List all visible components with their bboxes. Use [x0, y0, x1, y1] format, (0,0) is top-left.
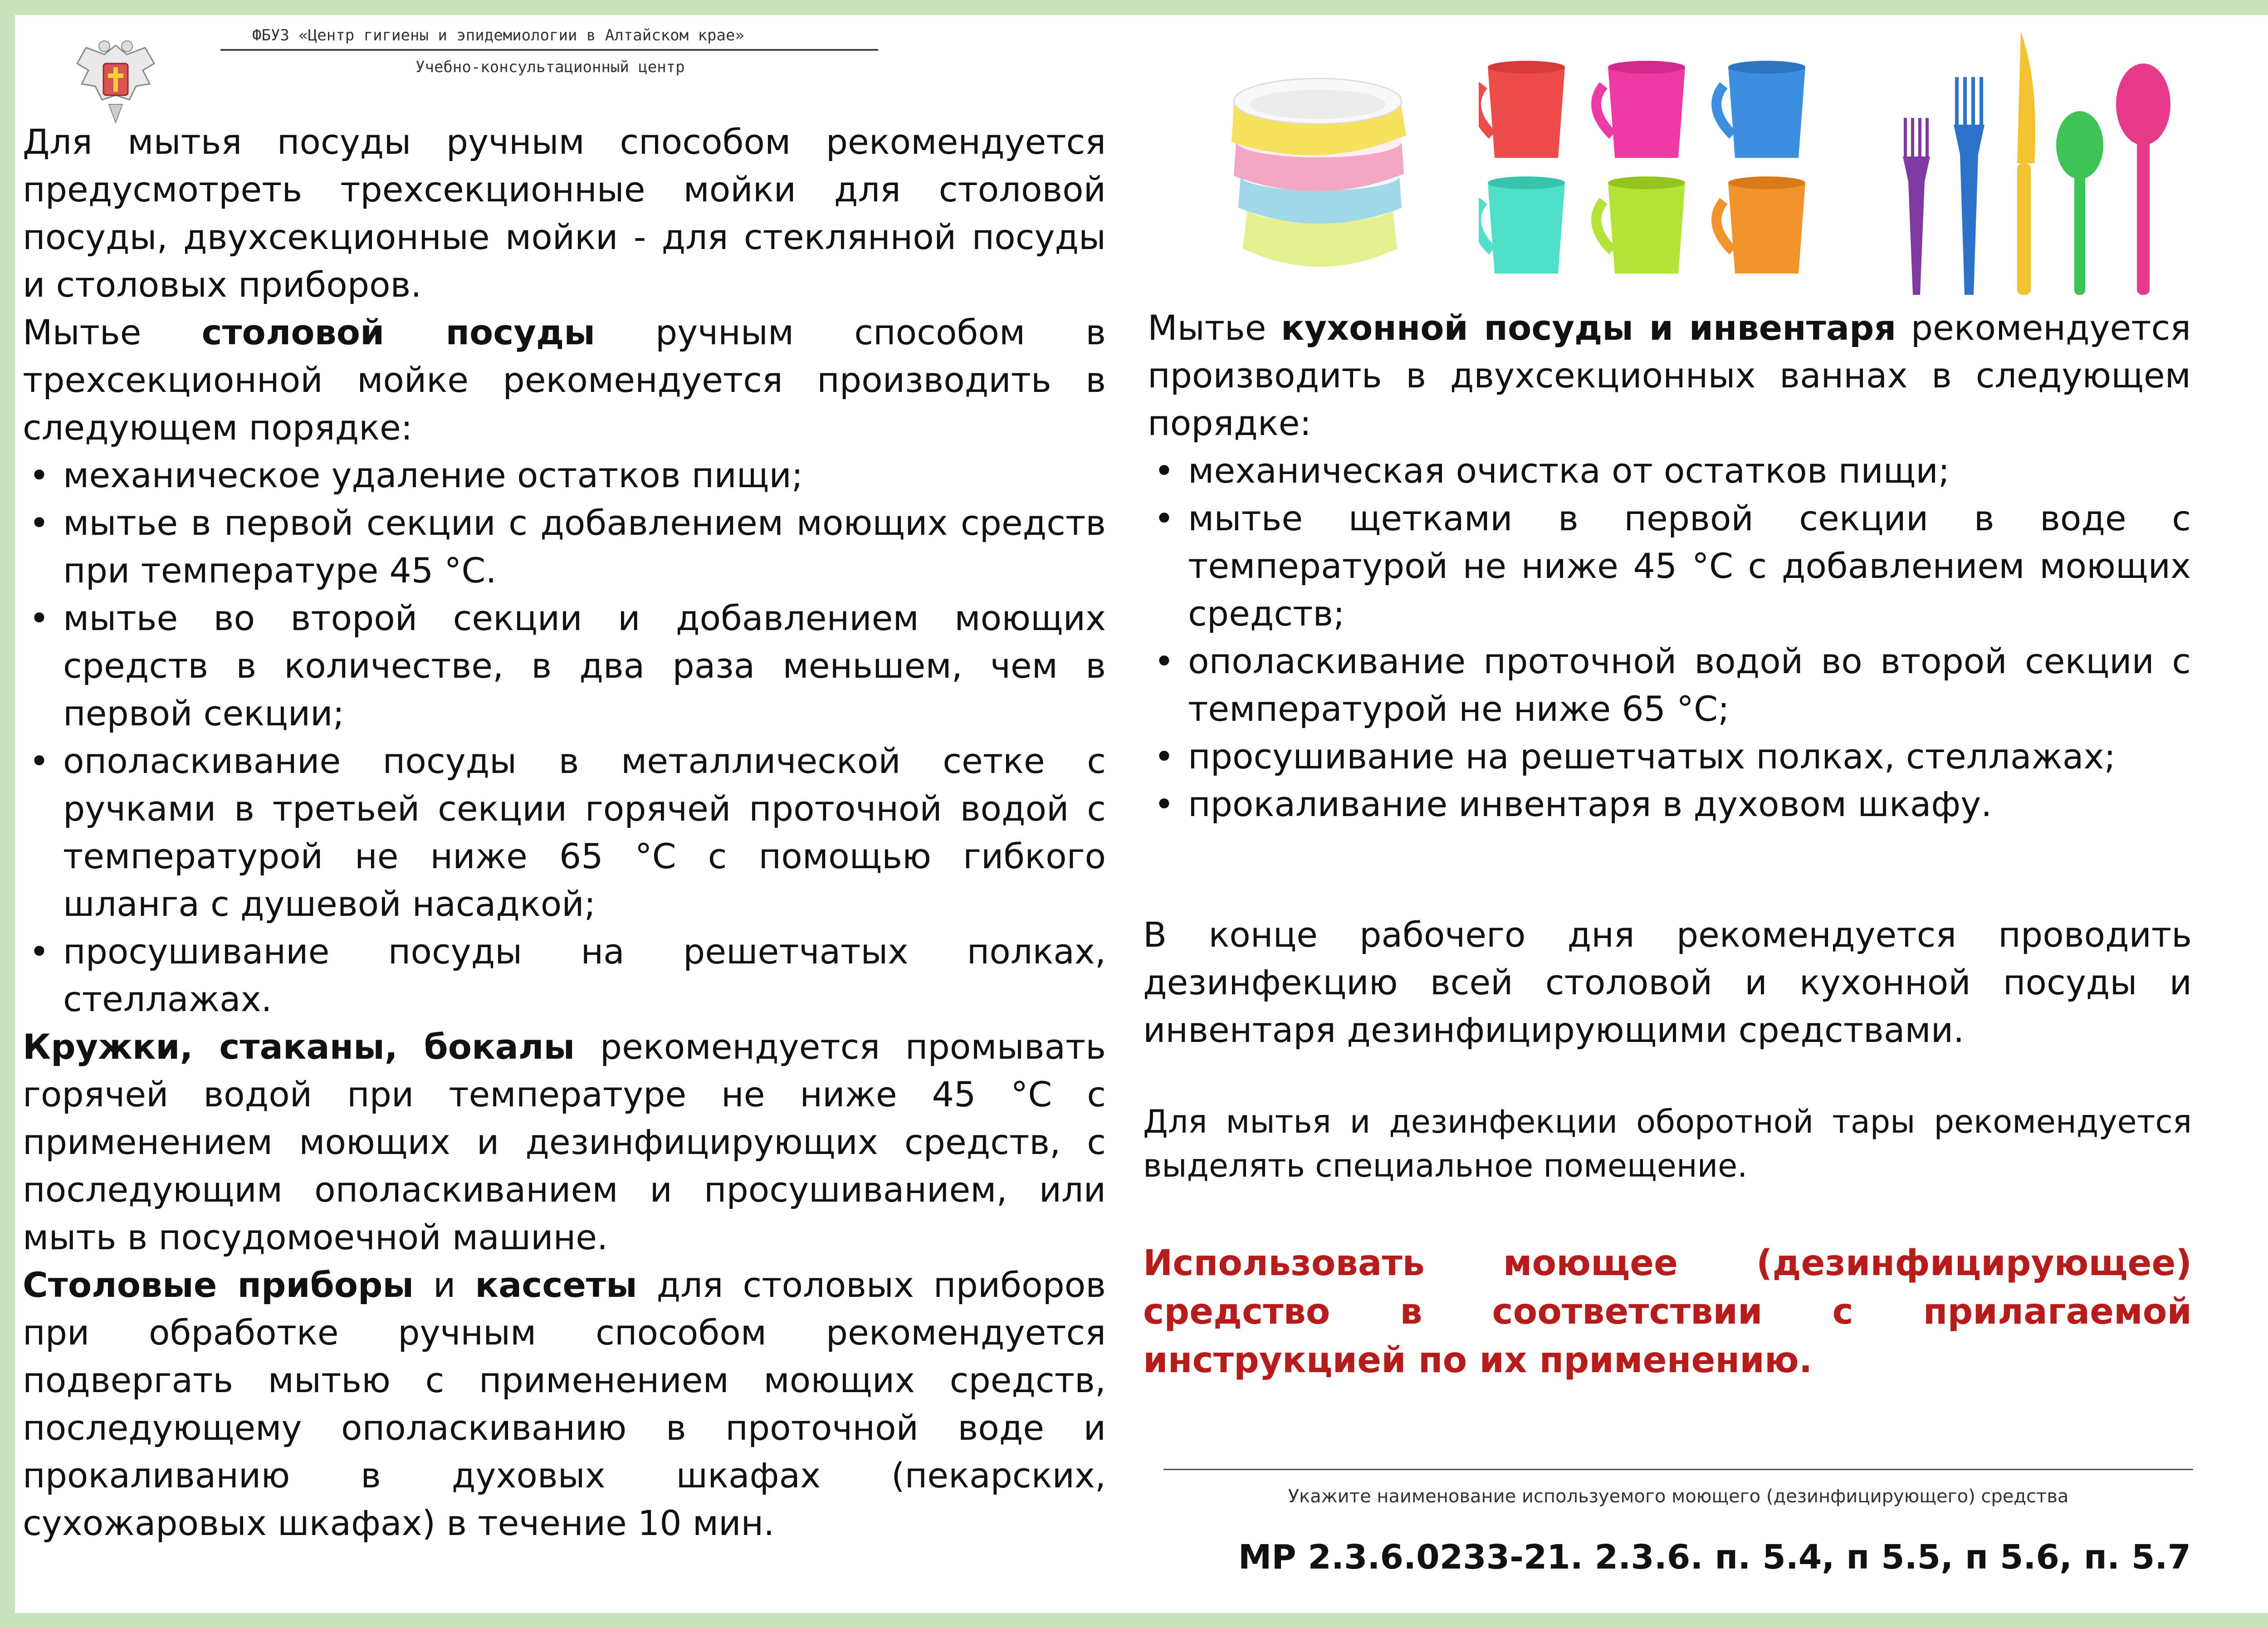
cutlery-post: для столовых приборов при обработке ручным способом рекомендуется подвергать мытью с применением моющих средств, последующему ополаскиванию в проточной воде и прокаливанию в духовых шкафах (пекарских, сухожаровых шкафах) в течение 10 мин.	[23, 1265, 1106, 1543]
cutlery-and: и	[414, 1265, 475, 1305]
cup-green-icon	[1596, 176, 1685, 274]
tableware-post: ручным способом в трехсекционной мойке рекомендуется производить в следующем порядке:	[23, 312, 1106, 448]
kitchenware-bold: кухонной посуды и инвентаря	[1281, 308, 1897, 348]
bowls-stack-icon	[1225, 58, 1415, 280]
cup-red-icon	[1479, 61, 1565, 158]
cutlery-bold-1: Столовые приборы	[23, 1265, 414, 1305]
fork-blue-icon	[1954, 77, 1984, 295]
right-column	[1148, 304, 2191, 828]
organization-subtitle: Учебно-консультационный центр	[415, 58, 685, 76]
cup-teal-icon	[1479, 176, 1565, 274]
list-item: • мытье во второй секции и добавлением моющих средств в количестве, в два раза меньшем, чем в первой секции;	[23, 594, 1106, 737]
list-item: • просушивание посуды на решетчатых полках, стеллажах.	[23, 928, 1106, 1023]
document-reference: МР 2.3.6.0233-21. 2.3.6. п. 5.4, п 5.5, п 5.6, п. 5.7	[1238, 1538, 2191, 1577]
list-item: • ополаскивание проточной водой во второй секции с температурой не ниже 65 °С;	[1148, 637, 2191, 733]
cutlery-paragraph	[23, 1261, 1106, 1547]
kitchenware-post: рекомендуется производить в двухсекционных ваннах в следующем порядке:	[1148, 308, 2191, 443]
list-item: • мытье в первой секции с добавлением моющих средств при температуре 45 °С.	[23, 499, 1106, 594]
kitchenware-pre: Мытье	[1148, 308, 1281, 348]
list-item: • ополаскивание посуды в металлической сетке с ручками в третьей секции горячей проточной водой с температурой не ниже 65 °С с помощью гибкого шланга с душевой насадкой;	[23, 737, 1106, 928]
cup-blue-icon	[1716, 61, 1805, 158]
cup-pink-icon	[1596, 61, 1685, 158]
signature-line	[1163, 1469, 2193, 1470]
cups-icon	[1479, 58, 1842, 285]
intro-paragraph: Для мытья посуды ручным способом рекомендуется предусмотреть трехсекционные мойки для столовой посуды, двухсекционные мойки - для стеклянной посуды и столовых приборов.	[23, 122, 1106, 305]
tableware-bold: столовой посуды	[201, 312, 595, 352]
list-item: • мытье щетками в первой секции в воде с температурой не ниже 45 °С с добавлением моющих средств;	[1148, 494, 2191, 637]
cutlery-icon	[1898, 27, 2180, 299]
mugs-post: рекомендуется промывать горячей водой при температуре не ниже 45 °С с применением моющих и дезинфицирующих средств, с последующим ополаскиванием и просушиванием, или мыть в посудомоечной машине.	[23, 1027, 1106, 1257]
tableware-paragraph	[23, 308, 1106, 451]
spoon-green-icon	[2056, 111, 2103, 295]
list-item: • механическая очистка от остатков пищи;	[1148, 447, 2191, 494]
tableware-steps-list	[23, 451, 1106, 1023]
mugs-bold: Кружки, стаканы, бокалы	[23, 1027, 575, 1067]
cutlery-bold-2: кассеты	[475, 1265, 637, 1305]
list-item: • механическое удаление остатков пищи;	[23, 451, 1106, 499]
list-item: • просушивание на решетчатых полках, стеллажах;	[1148, 733, 2191, 780]
kitchenware-paragraph	[1148, 304, 2191, 447]
mugs-paragraph	[23, 1023, 1106, 1261]
tableware-pre: Мытье	[23, 312, 202, 352]
knife-yellow-icon	[2017, 32, 2035, 295]
emblem-icon	[68, 32, 163, 132]
tare-paragraph: Для мытья и дезинфекции оборотной тары рекомендуется выделять специальное помещение.	[1143, 1103, 2192, 1184]
fork-purple-icon	[1903, 118, 1930, 295]
end-of-day-paragraph: В конце рабочего дня рекомендуется проводить дезинфекцию всей столовой и кухонной посуды и инвентаря дезинфицирующими средствами.	[1143, 914, 2192, 1050]
detergent-notice: Использовать моющее (дезинфицирующее) средство в соответствии с прилагаемой инструкцией по их применению.	[1143, 1243, 2192, 1381]
spoon-pink-icon	[2116, 64, 2170, 295]
signature-caption: Укажите наименование используемого моющего (дезинфицирующего) средства	[1288, 1486, 2069, 1507]
cup-orange-icon	[1716, 176, 1805, 274]
header-block	[220, 26, 878, 76]
organization-name: ФБУЗ «Центр гигиены и эпидемиологии в Алтайском крае»	[252, 26, 744, 44]
left-column	[23, 118, 1106, 1547]
list-item: • прокаливание инвентаря в духовом шкафу.	[1148, 780, 2191, 828]
kitchenware-steps-list	[1148, 447, 2191, 828]
